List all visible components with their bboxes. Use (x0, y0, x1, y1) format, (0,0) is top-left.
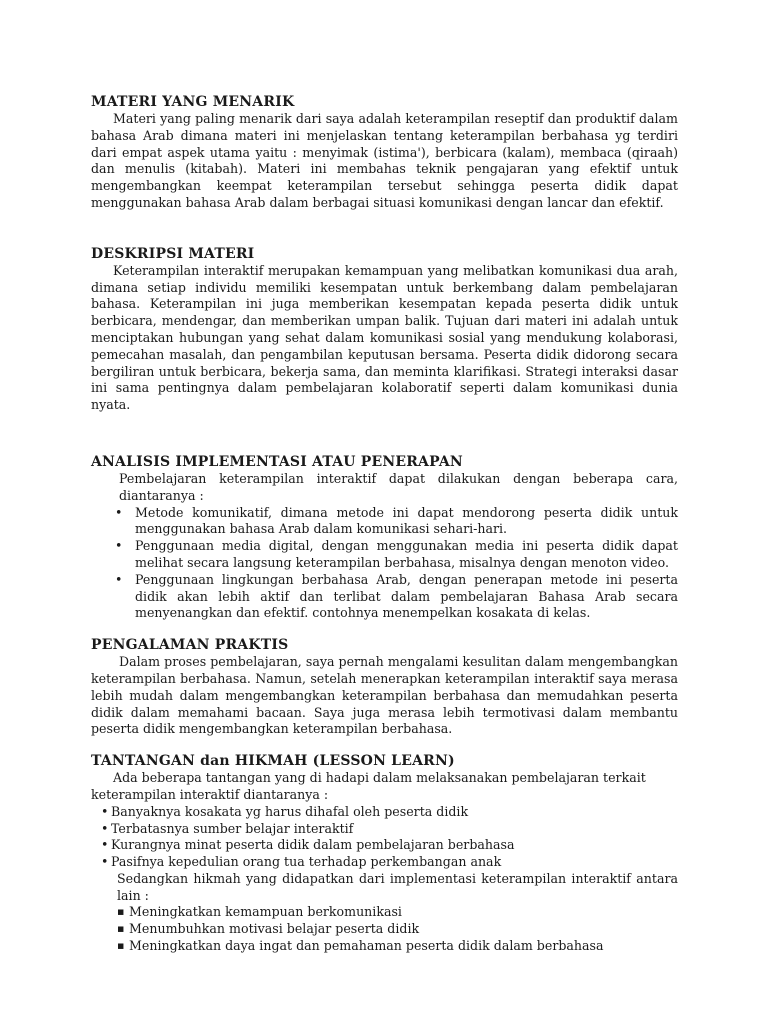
section-materi-menarik (91, 94, 678, 212)
section-body: Materi yang paling menarik dari saya adalah keterampilan reseptif dan produktif dalam bahasa Arab dimana materi ini menjelaskan tentang keterampilan berbahasa yg terdiri dari empat aspek utama yaitu : menyimak (istima'), berbicara (kalam), membaca (qiraah) dan menulis (kitabah). Materi ini membahas teknik pengajaran yang efektif untuk mengembangkan keempat keterampilan tersebut sehingga peserta didik dapat menggunakan bahasa Arab dalam berbagai situasi komunikasi dengan lancar dan efektif. (91, 111, 678, 210)
section-body: Dalam proses pembelajaran, saya pernah mengalami kesulitan dalam mengembangkan keterampilan berbahasa. Namun, setelah menerapkan keterampilan interaktif saya merasa lebih mudah dalam mengembangkan keterampilan berbahasa dan memudahkan peserta didik dalam memahami bacaan. Saya juga merasa lebih termotivasi dalam membantu peserta didik mengembangkan keterampilan berbahasa. (91, 654, 678, 737)
section-deskripsi-materi (91, 246, 678, 414)
section-title: ANALISIS IMPLEMENTASI ATAU PENERAPAN (91, 453, 463, 470)
section-intro: Pembelajaran keterampilan interaktif dapat dilakukan dengan beberapa cara, diantaranya : (119, 470, 678, 503)
section-title: DESKRIPSI MATERI (91, 245, 255, 262)
section-title: TANTANGAN dan HIKMAH (LESSON LEARN) (91, 753, 455, 770)
list-item: ▪ Meningkatkan kemampuan berkomunikasi (91, 904, 678, 921)
hikmah-list (91, 904, 678, 954)
section-intro-line-2: keterampilan interaktif diantaranya : (91, 786, 329, 802)
section-title: PENGALAMAN PRAKTIS (91, 637, 289, 654)
list-item: • Kurangnya minat peserta didik dalam pembelajaran berbahasa (91, 837, 678, 854)
document-page (91, 94, 678, 955)
list-item: • Terbatasnya sumber belajar interaktif (91, 821, 678, 838)
implementation-list (91, 505, 678, 623)
section-analisis (91, 454, 678, 622)
section-title: MATERI YANG MENARIK (91, 94, 295, 110)
list-item: • Pasifnya kepedulian orang tua terhadap perkembangan anak (91, 854, 678, 871)
list-item: ▪ Menumbuhkan motivasi belajar peserta didik (91, 921, 678, 938)
hikmah-intro: Sedangkan hikmah yang didapatkan dari implementasi keterampilan interaktif antara lain : (117, 870, 678, 903)
section-body: Keterampilan interaktif merupakan kemampuan yang melibatkan komunikasi dua arah, dimana setiap individu memiliki kesempatan untuk berkembang dalam pembelajaran bahasa. Keterampilan ini juga memberikan kesempatan kepada peserta didik untuk berbicara, mendengar, dan memberikan umpan balik. Tujuan dari materi ini adalah untuk menciptakan hubungan yang sehat dalam komunikasi sosial yang mendukung kolaborasi, pemecahan masalah, dan pengambilan keputusan bersama. Peserta didik didorong secara bergiliran untuk berbicara, bekerja sama, dan meminta klarifikasi. Strategi interaksi dasar ini sama pentingnya dalam pembelajaran kolaboratif seperti dalam komunikasi dunia nyata. (91, 262, 678, 413)
section-intro-line-1: Ada beberapa tantangan yang di hadapi dalam melaksanakan pembelajaran terkait (113, 770, 646, 786)
list-item: • Metode komunikatif, dimana metode ini dapat mendorong peserta didik untuk menggunakan bahasa Arab dalam komunikasi sehari-hari. (91, 505, 678, 539)
challenges-list (91, 804, 678, 871)
list-item: • Penggunaan lingkungan berbahasa Arab, dengan penerapan metode ini peserta didik akan lebih aktif dan terlibat dalam pembelajaran Bahasa Arab secara menyenangkan dan efektif. contohnya menempelkan kosakata di kelas. (91, 572, 678, 622)
list-item: • Banyaknya kosakata yg harus dihafal oleh peserta didik (91, 804, 678, 821)
section-pengalaman (91, 637, 678, 738)
section-tantangan (91, 753, 678, 955)
list-item: ▪ Meningkatkan daya ingat dan pemahaman peserta didik dalam berbahasa (91, 938, 678, 955)
list-item: • Penggunaan media digital, dengan menggunakan media ini peserta didik dapat melihat secara langsung keterampilan berbahasa, misalnya dengan menoton video. (91, 538, 678, 572)
